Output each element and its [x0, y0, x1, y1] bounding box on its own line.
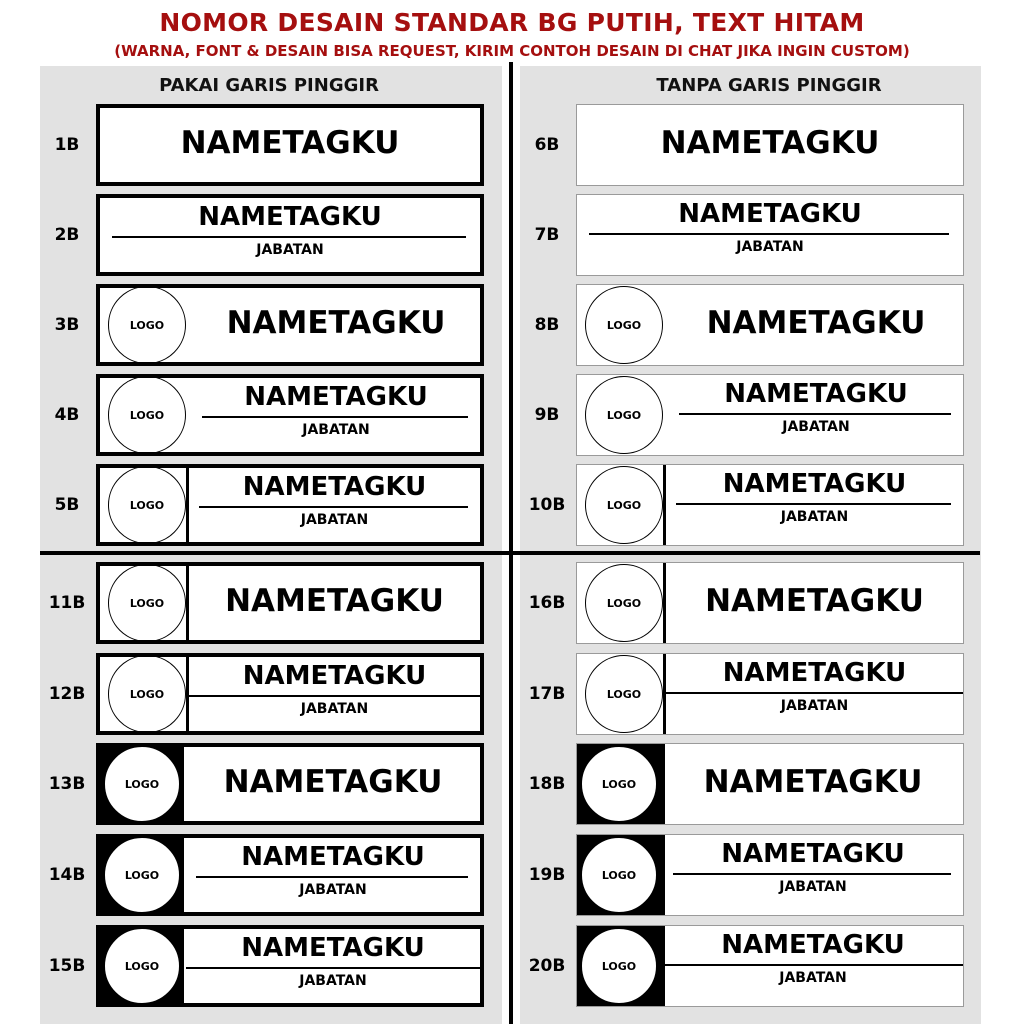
nametag-17b	[576, 653, 964, 735]
nametag-13b	[96, 743, 484, 825]
logo-circle: LOGO	[108, 655, 186, 733]
nametag-position: JABATAN	[300, 512, 369, 528]
logo-circle: LOGO	[581, 746, 657, 822]
design-number: 5B	[54, 495, 80, 515]
nametag-name: NAMETAGKU	[722, 469, 907, 499]
nametag-position: JABATAN	[302, 422, 370, 438]
nametag-20b	[576, 925, 964, 1007]
nametag-2b	[96, 194, 484, 276]
nametag-16b	[576, 562, 964, 644]
logo-circle: LOGO	[585, 655, 663, 733]
nametag-9b	[576, 374, 964, 456]
name-underline	[679, 413, 951, 415]
name-underline	[112, 236, 466, 238]
name-underline	[202, 416, 468, 418]
design-number: 19B	[528, 865, 566, 885]
name-underline	[663, 964, 963, 966]
design-number: 6B	[534, 135, 560, 155]
nametag-15b	[96, 925, 484, 1007]
name-underline	[676, 503, 951, 505]
nametag-19b	[576, 834, 964, 916]
horizontal-divider	[40, 551, 980, 555]
logo-circle: LOGO	[104, 928, 180, 1004]
name-underline	[589, 233, 949, 235]
design-number: 11B	[48, 593, 86, 613]
nametag-name: NAMETAGKU	[706, 305, 926, 341]
logo-circle: LOGO	[585, 466, 663, 544]
nametag-5b	[96, 464, 484, 546]
logo-circle: LOGO	[581, 837, 657, 913]
nametag-10b	[576, 464, 964, 546]
vertical-divider	[509, 62, 513, 1024]
nametag-4b	[96, 374, 484, 456]
logo-circle: LOGO	[585, 376, 663, 454]
nametag-name: NAMETAGKU	[705, 583, 924, 619]
name-underline	[666, 692, 963, 694]
design-number: 8B	[534, 315, 560, 335]
nametag-position: JABATAN	[780, 509, 849, 525]
nametag-name: NAMETAGKU	[241, 842, 425, 872]
logo-circle: LOGO	[104, 837, 180, 913]
nametag-name: NAMETAGKU	[722, 658, 907, 688]
design-number: 2B	[54, 225, 80, 245]
nametag-name: NAMETAGKU	[180, 125, 400, 161]
nametag-name: NAMETAGKU	[226, 305, 446, 341]
design-number: 4B	[54, 405, 80, 425]
nametag-position: JABATAN	[782, 419, 850, 435]
right-column-heading: TANPA GARIS PINGGIR	[656, 75, 882, 96]
nametag-name: NAMETAGKU	[721, 839, 905, 869]
design-number: 20B	[528, 956, 566, 976]
logo-circle: LOGO	[585, 564, 663, 642]
nametag-7b	[576, 194, 964, 276]
name-underline	[673, 873, 951, 875]
nametag-11b	[96, 562, 484, 644]
nametag-14b	[96, 834, 484, 916]
nametag-position: JABATAN	[736, 239, 804, 255]
left-column-heading: PAKAI GARIS PINGGIR	[159, 75, 379, 96]
logo-circle: LOGO	[108, 286, 186, 364]
design-number: 1B	[54, 135, 80, 155]
nametag-position: JABATAN	[779, 879, 847, 895]
nametag-name: NAMETAGKU	[242, 661, 427, 691]
nametag-3b	[96, 284, 484, 366]
design-number: 13B	[48, 774, 86, 794]
nametag-position: JABATAN	[780, 698, 849, 714]
design-number: 17B	[528, 684, 566, 704]
nametag-name: NAMETAGKU	[721, 930, 905, 960]
nametag-8b	[576, 284, 964, 366]
name-underline	[189, 695, 480, 697]
nametag-6b	[576, 104, 964, 186]
nametag-name: NAMETAGKU	[223, 764, 443, 800]
nametag-position: JABATAN	[299, 973, 367, 989]
name-underline	[186, 967, 480, 969]
name-underline	[199, 506, 468, 508]
design-number: 7B	[534, 225, 560, 245]
nametag-name: NAMETAGKU	[225, 583, 444, 619]
logo-circle: LOGO	[108, 376, 186, 454]
design-number: 9B	[534, 405, 560, 425]
nametag-position: JABATAN	[299, 882, 367, 898]
design-number: 15B	[48, 956, 86, 976]
nametag-position: JABATAN	[300, 701, 369, 717]
logo-circle: LOGO	[104, 746, 180, 822]
logo-circle: LOGO	[581, 928, 657, 1004]
nametag-name: NAMETAGKU	[241, 933, 425, 963]
nametag-name: NAMETAGKU	[242, 472, 427, 502]
page-title: NOMOR DESAIN STANDAR BG PUTIH, TEXT HITAM	[159, 8, 865, 37]
nametag-name: NAMETAGKU	[678, 199, 862, 229]
nametag-position: JABATAN	[256, 242, 324, 258]
nametag-name: NAMETAGKU	[660, 125, 880, 161]
nametag-12b	[96, 653, 484, 735]
page-subtitle: (WARNA, FONT & DESAIN BISA REQUEST, KIRIM CONTOH DESAIN DI CHAT JIKA INGIN CUSTOM)	[114, 42, 910, 60]
nametag-position: JABATAN	[779, 970, 847, 986]
logo-circle: LOGO	[108, 466, 186, 544]
nametag-name: NAMETAGKU	[244, 382, 428, 412]
nametag-name: NAMETAGKU	[703, 764, 923, 800]
design-number: 14B	[48, 865, 86, 885]
design-number: 3B	[54, 315, 80, 335]
nametag-name: NAMETAGKU	[724, 379, 908, 409]
nametag-name: NAMETAGKU	[198, 202, 382, 232]
design-number: 12B	[48, 684, 86, 704]
nametag-18b	[576, 743, 964, 825]
name-underline	[196, 876, 468, 878]
nametag-1b	[96, 104, 484, 186]
design-number: 10B	[528, 495, 566, 515]
design-number: 16B	[528, 593, 566, 613]
logo-circle: LOGO	[585, 286, 663, 364]
logo-circle: LOGO	[108, 564, 186, 642]
design-number: 18B	[528, 774, 566, 794]
